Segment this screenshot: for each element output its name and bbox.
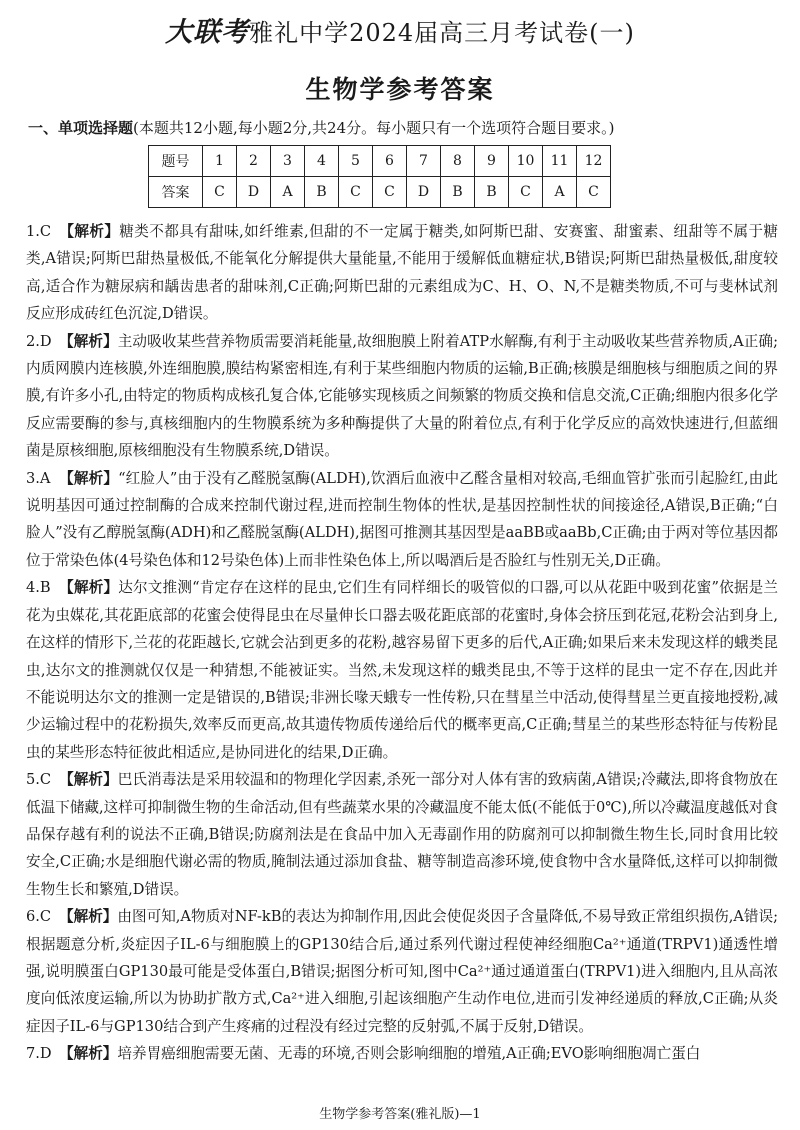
item-number: 1.C — [26, 223, 52, 240]
answer-cell: C — [203, 177, 237, 208]
question-number-cell: 9 — [475, 146, 509, 177]
table-header-cell: 题号 — [149, 146, 203, 177]
explanation-text: 培养胃癌细胞需要无菌、无毒的环境,否则会影响细胞的增殖,A正确;EVO影响细胞凋亡蛋白 — [117, 1045, 701, 1063]
explanation-item — [26, 574, 778, 766]
answer-cell: A — [271, 177, 305, 208]
question-number-cell: 1 — [203, 146, 237, 177]
item-number: 2.D — [26, 332, 52, 350]
explanation-item — [26, 465, 778, 575]
explanation-text: 巴氏消毒法是采用较温和的物理化学因素,杀死一部分对人体有害的致病菌,A错误;冷藏法,即将食物放在低温下储藏,这样可抑制微生物的生命活动,但有些蔬菜水果的冷藏温度不能太低(不能低于0℃),所以冷藏温度越低对食品保存越有利的说法不正确,B错误;防腐剂法是在食品中加入无毒副作用的防腐剂可以抑制微生物生长,同时食用比较安全,C正确;水是细胞代谢必需的物质,腌制法通过添加食盐、糖等制造高渗环境,使食物中含水量降低,这样可以抑制微生物生长和繁殖,D错误。 — [26, 771, 778, 898]
explanation-item — [26, 766, 778, 903]
document-title: 生物学参考答案 — [305, 75, 495, 104]
analysis-tag: 【解析】 — [59, 579, 119, 597]
question-number-cell: 12 — [577, 146, 611, 177]
item-number: 7.D — [26, 1045, 52, 1063]
explanations — [26, 218, 778, 1068]
brand-logo-text: 大联考 — [165, 17, 250, 48]
analysis-tag: 【解析】 — [59, 908, 118, 926]
question-number-cell: 10 — [509, 146, 543, 177]
answer-cell: C — [373, 177, 407, 208]
explanation-text: 糖类不都具有甜味,如纤维素,但甜的不一定属于糖类,如阿斯巴甜、安赛蜜、甜蜜素、纽甜等不属于糖类,A错误;阿斯巴甜热量极低,不能氧化分解提供大量能量,不能用于缓解低血糖症状,B错误;阿斯巴甜热量极低,甜度较高,适合作为糖尿病和龋齿患者的甜味剂,C正确;阿斯巴甜的元素组成为C、H、O、N,不是糖类物质,不可与斐林试剂反应形成砖红色沉淀,D错误。 — [26, 223, 778, 323]
analysis-tag: 【解析】 — [59, 223, 120, 240]
question-number-cell: 4 — [305, 146, 339, 177]
item-number: 5.C — [26, 771, 52, 789]
section-instructions: (本题共12小题,每小题2分,共24分。每小题只有一个选项符合题目要求。) — [133, 119, 615, 137]
answer-table-row-numbers — [149, 146, 611, 177]
answer-cell: D — [237, 177, 271, 208]
explanation-text: 主动吸收某些营养物质需要消耗能量,故细胞膜上附着ATP水解酶,有利于主动吸收某些营养物质,A正确;内质网膜内连核膜,外连细胞膜,膜结构紧密相连,有利于某些细胞内物质的运输,B正确;核膜是细胞核与细胞质之间的界膜,有许多小孔,由特定的物质构成核孔复合体,它能够实现核质之间频繁的物质交换和信息交流,C正确;细胞内很多化学反应需要酶的参与,真核细胞内的生物膜系统为多种酶提供了大量的附着位点,有利于化学反应的高效快速进行,但蓝细菌是原核细胞,原核细胞没有生物膜系统,D错误。 — [26, 332, 778, 460]
answer-cell: C — [509, 177, 543, 208]
question-number-cell: 2 — [237, 146, 271, 177]
question-number-cell: 6 — [373, 146, 407, 177]
exam-title: 雅礼中学2024届高三月考试卷(一) — [249, 19, 635, 47]
explanation-item — [26, 1040, 778, 1067]
answer-cell: B — [475, 177, 509, 208]
question-number-cell: 7 — [407, 146, 441, 177]
explanation-item — [26, 218, 778, 328]
section-title: 一、单项选择题 — [28, 119, 134, 137]
answer-cell: C — [577, 177, 611, 208]
analysis-tag: 【解析】 — [59, 771, 118, 789]
analysis-tag: 【解析】 — [59, 469, 119, 487]
answer-cell: C — [339, 177, 373, 208]
answer-cell: A — [543, 177, 577, 208]
explanation-text: 达尔文推测“肯定存在这样的昆虫,它们生有同样细长的吸管似的口器,可以从花距中吸到花蜜”依据是兰花为虫媒花,其花距底部的花蜜会使得昆虫在尽量伸长口器去吸花距底部的花蜜时,身体会挤压到花冠,花粉会沾到身上,在这样的情形下,兰花的花距越长,它就会沾到更多的花粉,越容易留下更多的后代,A正确;如果后来未发现这样的蛾类昆虫,达尔文的推测就仅仅是一种猜想,不能被证实。当然,未发现这样的蛾类昆虫,不等于这样的昆虫一定不存在,因此并不能说明达尔文的推测一定是错误的,B错误;非洲长喙天蛾专一性传粉,只在彗星兰中活动,使得彗星兰更直接地授粉,减少运输过程中的花粉损失,效率反而更高,故其遗传物质传递给后代的概率更高,C正确;彗星兰的某些形态特征与传粉昆虫的某些形态特征彼此相适应,是协同进化的结果,D正确。 — [26, 579, 778, 761]
explanation-text: 由图可知,A物质对NF-kB的表达为抑制作用,因此会使促炎因子含量降低,不易导致正常组织损伤,A错误;根据题意分析,炎症因子IL-6与细胞膜上的GP130结合后,通过系列代谢过程使神经细胞Ca²⁺通道(TRPV1)通透性增强,说明膜蛋白GP130最可能是受体蛋白,B错误;据图分析可知,图中Ca²⁺通过通道蛋白(TRPV1)进入细胞内,且从高浓度向低浓度运输,所以为协助扩散方式,Ca²⁺进入细胞,引起该细胞产生动作电位,进而引发神经递质的释放,C正确;从炎症因子IL-6与GP130结合到产生疼痛的过程没有经过完整的反射弧,不属于反射,D错误。 — [26, 908, 778, 1035]
explanation-item — [26, 328, 778, 465]
item-number: 3.A — [26, 469, 51, 487]
answer-cell: B — [441, 177, 475, 208]
section-heading — [28, 117, 780, 138]
table-header-cell: 答案 — [149, 177, 203, 208]
answer-table — [148, 145, 611, 208]
answer-table-row-answers — [149, 177, 611, 208]
question-number-cell: 3 — [271, 146, 305, 177]
item-number: 6.C — [26, 908, 52, 926]
question-number-cell: 11 — [543, 146, 577, 177]
answer-cell: D — [407, 177, 441, 208]
answer-cell: B — [305, 177, 339, 208]
analysis-tag: 【解析】 — [59, 332, 118, 350]
question-number-cell: 8 — [441, 146, 475, 177]
exam-header — [0, 10, 800, 49]
explanation-item — [26, 903, 778, 1040]
item-number: 4.B — [26, 579, 51, 597]
question-number-cell: 5 — [339, 146, 373, 177]
explanation-text: “红脸人”由于没有乙醛脱氢酶(ALDH),饮酒后血液中乙醛含量相对较高,毛细血管扩张而引起脸红,由此说明基因可通过控制酶的合成来控制代谢过程,进而控制生物体的性状,是基因控制性状的间接途径,A错误,B正确;“白脸人”没有乙醇脱氢酶(ADH)和乙醛脱氢酶(ALDH),据图可推测其基因型是aaBB或aaBb,C正确;由于两对等位基因都位于常染色体(4号染色体和12号染色体)上而非性染色体上,所以喝酒后是否脸红与性别无关,D正确。 — [26, 469, 778, 569]
page-footer: 生物学参考答案(雅礼版)—1 — [319, 1107, 481, 1122]
analysis-tag: 【解析】 — [59, 1045, 118, 1063]
